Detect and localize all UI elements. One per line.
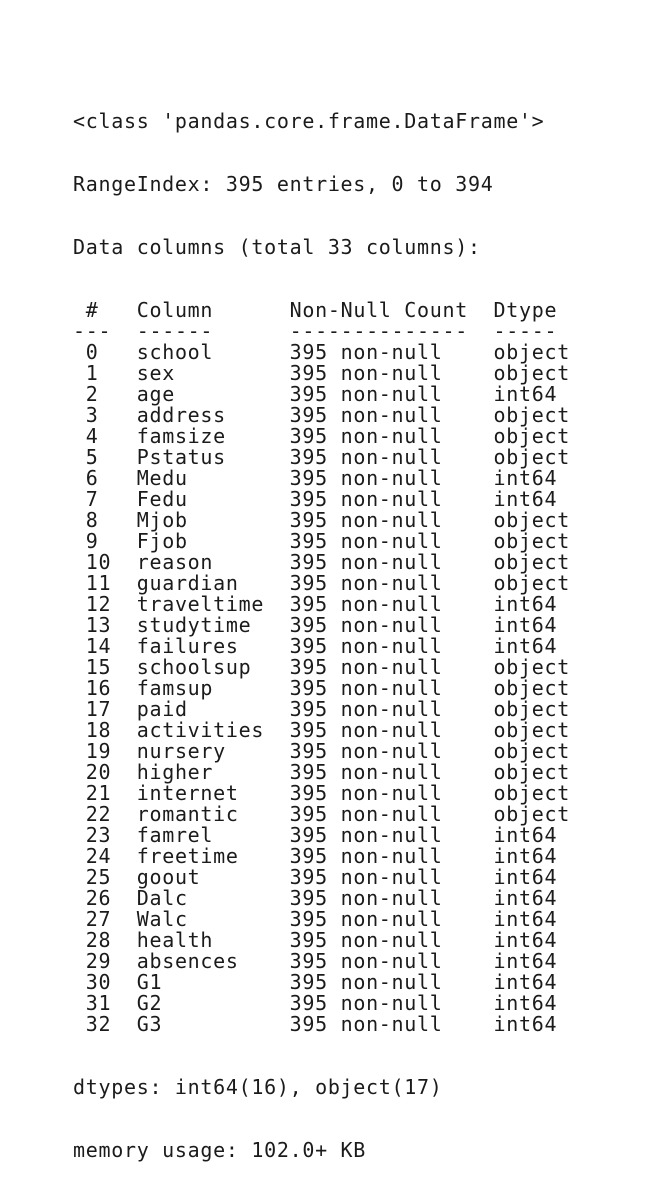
dtype: object [493, 739, 570, 763]
non-null-count: 395 non-null [289, 949, 494, 973]
non-null-count: 395 non-null [289, 991, 494, 1015]
memory-usage-line: memory usage: 102.0+ KB [73, 1138, 367, 1162]
info-row [73, 657, 570, 678]
info-row [73, 510, 570, 531]
dtypes-line: dtypes: int64(16), object(17) [73, 1075, 443, 1099]
non-null-count: 395 non-null [289, 571, 494, 595]
column-name: Dalc [136, 886, 290, 910]
column-name: higher [136, 760, 290, 784]
column-name: address [136, 403, 290, 427]
info-row [73, 804, 570, 825]
non-null-count: 395 non-null [289, 592, 494, 616]
info-row [73, 1014, 570, 1035]
column-name: reason [136, 550, 290, 574]
separator-non-null-count: -------------- [289, 319, 494, 343]
column-name: failures [136, 634, 290, 658]
dtype: int64 [493, 487, 558, 511]
header-dtype: Dtype [493, 298, 558, 322]
info-row [73, 615, 570, 636]
column-name: G2 [136, 991, 290, 1015]
info-row [73, 867, 570, 888]
info-row [73, 342, 570, 363]
non-null-count: 395 non-null [289, 445, 494, 469]
dataframe-info-output [73, 69, 570, 1182]
column-name: famrel [136, 823, 290, 847]
dtype: object [493, 655, 570, 679]
column-name: guardian [136, 571, 290, 595]
non-null-count: 395 non-null [289, 655, 494, 679]
row-index: 28 [73, 928, 137, 952]
row-index: 2 [73, 382, 137, 406]
row-index: 5 [73, 445, 137, 469]
row-index: 18 [73, 718, 137, 742]
dtype: int64 [493, 844, 558, 868]
class-line: <class 'pandas.core.frame.DataFrame'> [73, 109, 545, 133]
non-null-count: 395 non-null [289, 340, 494, 364]
column-name: age [136, 382, 290, 406]
info-row [73, 993, 570, 1014]
row-index: 26 [73, 886, 137, 910]
non-null-count: 395 non-null [289, 739, 494, 763]
non-null-count: 395 non-null [289, 760, 494, 784]
column-name: traveltime [136, 592, 290, 616]
row-index: 17 [73, 697, 137, 721]
info-row [73, 888, 570, 909]
info-row [73, 825, 570, 846]
column-name: Pstatus [136, 445, 290, 469]
column-name: Walc [136, 907, 290, 931]
row-index: 19 [73, 739, 137, 763]
column-name: goout [136, 865, 290, 889]
info-row [73, 594, 570, 615]
info-row [73, 384, 570, 405]
row-index: 10 [73, 550, 137, 574]
header-index: # [73, 298, 137, 322]
info-row [73, 468, 570, 489]
column-name: Fjob [136, 529, 290, 553]
dtype: int64 [493, 991, 558, 1015]
range-index-line: RangeIndex: 395 entries, 0 to 394 [73, 172, 494, 196]
column-name: nursery [136, 739, 290, 763]
dtype: object [493, 781, 570, 805]
dtype: int64 [493, 823, 558, 847]
dtype: object [493, 340, 570, 364]
column-name: G3 [136, 1012, 290, 1036]
non-null-count: 395 non-null [289, 529, 494, 553]
info-table [73, 300, 570, 1035]
column-name: Mjob [136, 508, 290, 532]
info-table-header [73, 300, 570, 321]
row-index: 30 [73, 970, 137, 994]
column-name: Fedu [136, 487, 290, 511]
non-null-count: 395 non-null [289, 634, 494, 658]
info-row [73, 405, 570, 426]
info-row [73, 972, 570, 993]
info-row [73, 678, 570, 699]
non-null-count: 395 non-null [289, 970, 494, 994]
row-index: 12 [73, 592, 137, 616]
info-row [73, 573, 570, 594]
row-index: 25 [73, 865, 137, 889]
info-row [73, 762, 570, 783]
row-index: 6 [73, 466, 137, 490]
dtype: object [493, 571, 570, 595]
non-null-count: 395 non-null [289, 424, 494, 448]
column-name: health [136, 928, 290, 952]
non-null-count: 395 non-null [289, 823, 494, 847]
row-index: 16 [73, 676, 137, 700]
column-name: G1 [136, 970, 290, 994]
row-index: 3 [73, 403, 137, 427]
data-columns-line: Data columns (total 33 columns): [73, 235, 481, 259]
dtype: object [493, 550, 570, 574]
row-index: 14 [73, 634, 137, 658]
non-null-count: 395 non-null [289, 844, 494, 868]
non-null-count: 395 non-null [289, 487, 494, 511]
row-index: 31 [73, 991, 137, 1015]
column-name: studytime [136, 613, 290, 637]
info-row [73, 489, 570, 510]
info-row [73, 930, 570, 951]
row-index: 24 [73, 844, 137, 868]
row-index: 15 [73, 655, 137, 679]
info-row [73, 636, 570, 657]
header-non-null-count: Non-Null Count [289, 298, 494, 322]
column-name: sex [136, 361, 290, 385]
column-name: freetime [136, 844, 290, 868]
non-null-count: 395 non-null [289, 697, 494, 721]
non-null-count: 395 non-null [289, 508, 494, 532]
row-index: 23 [73, 823, 137, 847]
dtype: int64 [493, 613, 558, 637]
column-name: romantic [136, 802, 290, 826]
dtype: object [493, 718, 570, 742]
dtype: object [493, 760, 570, 784]
column-name: school [136, 340, 290, 364]
row-index: 22 [73, 802, 137, 826]
dtype: object [493, 424, 570, 448]
header-column: Column [136, 298, 290, 322]
non-null-count: 395 non-null [289, 361, 494, 385]
non-null-count: 395 non-null [289, 718, 494, 742]
info-row [73, 426, 570, 447]
non-null-count: 395 non-null [289, 466, 494, 490]
info-row [73, 909, 570, 930]
dtype: object [493, 802, 570, 826]
non-null-count: 395 non-null [289, 403, 494, 427]
non-null-count: 395 non-null [289, 928, 494, 952]
separator-column: ------ [136, 319, 290, 343]
dtype: int64 [493, 382, 558, 406]
dtype: object [493, 697, 570, 721]
non-null-count: 395 non-null [289, 676, 494, 700]
column-name: paid [136, 697, 290, 721]
dtype: int64 [493, 1012, 558, 1036]
dtype: object [493, 361, 570, 385]
column-name: schoolsup [136, 655, 290, 679]
info-row [73, 552, 570, 573]
column-name: famsize [136, 424, 290, 448]
info-row [73, 531, 570, 552]
non-null-count: 395 non-null [289, 781, 494, 805]
dtype: int64 [493, 907, 558, 931]
non-null-count: 395 non-null [289, 865, 494, 889]
dtype: int64 [493, 970, 558, 994]
dtype: object [493, 676, 570, 700]
row-index: 13 [73, 613, 137, 637]
non-null-count: 395 non-null [289, 613, 494, 637]
dtype: object [493, 403, 570, 427]
separator-dtype: ----- [493, 319, 558, 343]
non-null-count: 395 non-null [289, 382, 494, 406]
dtype: object [493, 508, 570, 532]
non-null-count: 395 non-null [289, 802, 494, 826]
info-row [73, 846, 570, 867]
row-index: 1 [73, 361, 137, 385]
info-table-separator [73, 321, 570, 342]
row-index: 29 [73, 949, 137, 973]
column-name: internet [136, 781, 290, 805]
non-null-count: 395 non-null [289, 550, 494, 574]
column-name: absences [136, 949, 290, 973]
dtype: int64 [493, 592, 558, 616]
non-null-count: 395 non-null [289, 886, 494, 910]
info-row [73, 741, 570, 762]
info-row [73, 363, 570, 384]
column-name: Medu [136, 466, 290, 490]
row-index: 11 [73, 571, 137, 595]
non-null-count: 395 non-null [289, 1012, 494, 1036]
dtype: int64 [493, 466, 558, 490]
info-row [73, 783, 570, 804]
row-index: 21 [73, 781, 137, 805]
dtype: int64 [493, 865, 558, 889]
dtype: int64 [493, 886, 558, 910]
dtype: object [493, 529, 570, 553]
row-index: 32 [73, 1012, 137, 1036]
dtype: int64 [493, 928, 558, 952]
info-row [73, 951, 570, 972]
column-name: famsup [136, 676, 290, 700]
non-null-count: 395 non-null [289, 907, 494, 931]
row-index: 27 [73, 907, 137, 931]
info-row [73, 447, 570, 468]
row-index: 20 [73, 760, 137, 784]
row-index: 0 [73, 340, 137, 364]
dtype: int64 [493, 949, 558, 973]
row-index: 4 [73, 424, 137, 448]
info-row [73, 720, 570, 741]
column-name: activities [136, 718, 290, 742]
row-index: 8 [73, 508, 137, 532]
info-row [73, 699, 570, 720]
row-index: 9 [73, 529, 137, 553]
dtype: int64 [493, 634, 558, 658]
row-index: 7 [73, 487, 137, 511]
dtype: object [493, 445, 570, 469]
separator-index: --- [73, 319, 137, 343]
